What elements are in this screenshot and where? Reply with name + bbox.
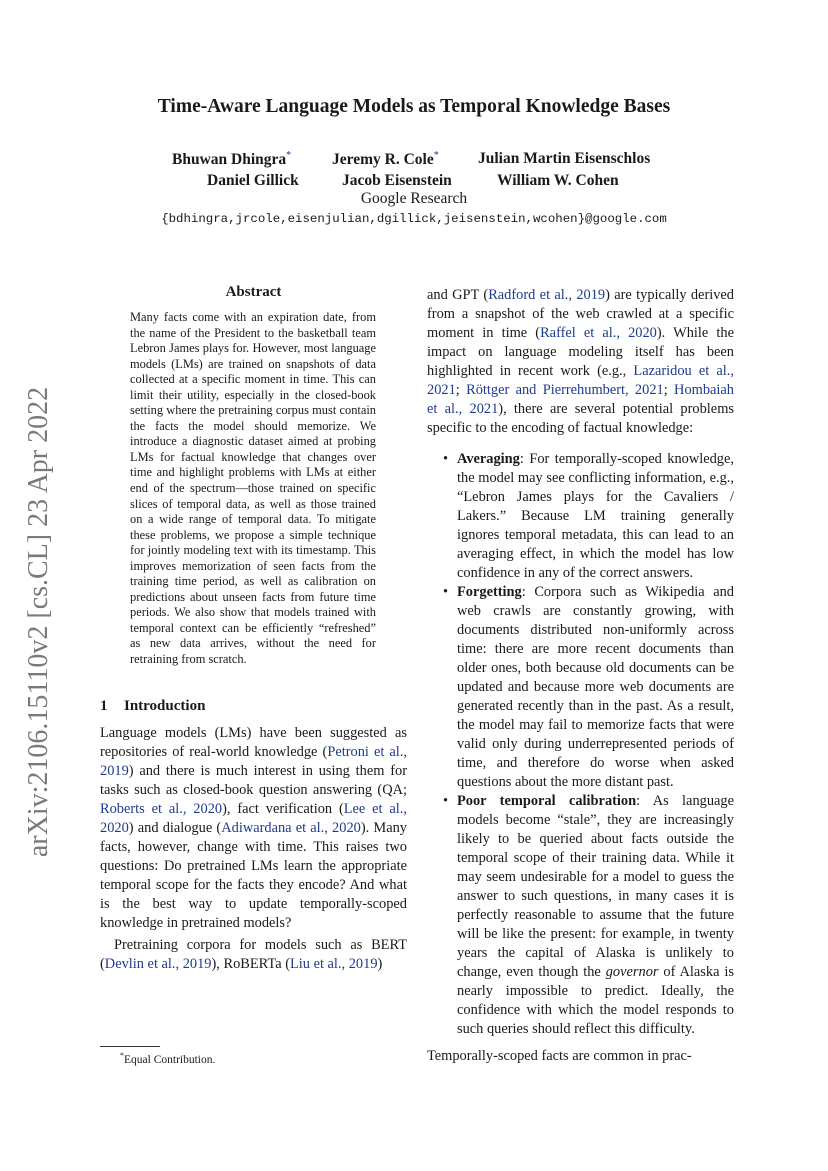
text-run: )	[377, 955, 383, 972]
list-item-forgetting	[427, 583, 734, 792]
citation-link[interactable]: Devlin et al., 2019	[104, 955, 212, 972]
left-column	[100, 284, 407, 974]
section-number: 1	[100, 697, 108, 714]
equal-contribution-mark[interactable]: *	[433, 150, 439, 161]
emphasis: governor	[605, 964, 659, 980]
arxiv-stamp-text: arXiv:2106.15110v2 [cs.CL] 23 Apr 2022	[23, 386, 54, 858]
text-run: ), there are several potential problems specific to the encoding of factual knowledge:	[427, 401, 734, 436]
text-run: ), RoBERTa (	[211, 955, 290, 972]
text-run: ). While the impact on language modeling itself has been highlighted in recent work (e.g.,	[427, 325, 734, 379]
citation-link[interactable]: Hombaiah et al., 2021	[427, 382, 734, 417]
list-item-text: : As language models become “stale”, they are increasingly likely to be queried about facts outside the temporal scope of their training data. While it may seem undesirable for a model to guess the answer to such questions, in many cases it is perfectly reasonable to assume that the future will be like the present: for example, in twenty years the capital of Alaska is unlikely to change, even though the	[457, 793, 734, 980]
footnote-text	[100, 1051, 407, 1066]
list-item-label: Averaging	[457, 451, 520, 467]
problem-list	[427, 450, 734, 1039]
author-4: Daniel Gillick	[207, 172, 299, 189]
citation-link[interactable]: Lee et al., 2020	[100, 800, 407, 836]
arxiv-margin-stamp	[24, 352, 54, 892]
author-2	[332, 150, 439, 169]
citation-link[interactable]: Petroni et al., 2019	[100, 743, 408, 779]
list-item-text: : Corpora such as Wikipedia and web crawls are constantly growing, with documents distributed non-uniformly across time: there are more recent documents than older ones, both because old documents can be updated and because more web documents are generated recently than in the past. As a result, the model may fail to memorize facts that were valid only during underrepresented periods of time, and therefore do worse when asked questions about the more distant past.	[457, 584, 734, 790]
list-item-label: Poor temporal calibration	[457, 793, 637, 809]
author-row-1	[0, 150, 828, 172]
citation-link[interactable]: Liu et al., 2019	[289, 955, 378, 972]
list-item-averaging	[427, 450, 734, 583]
text-run: ) and dialogue (	[128, 819, 222, 836]
list-item-label: Forgetting	[457, 584, 522, 600]
text-run: ) are typically derived from a snapshot of the web crawled at a specific moment in time (	[427, 287, 735, 341]
text-run: ) and there is much interest in using them for tasks such as closed-book question answering (QA;	[100, 762, 407, 798]
author-5: Jacob Eisenstein	[342, 172, 452, 189]
text-run: ;	[455, 382, 467, 398]
text-run: Language models (LMs) have been suggested as repositories of real-world knowledge (	[100, 724, 407, 760]
text-run: ;	[663, 382, 675, 398]
author-1	[172, 150, 291, 169]
footnote-mark: *	[120, 1051, 124, 1060]
section-heading-introduction	[100, 698, 407, 724]
right-column	[427, 286, 734, 1066]
citation-link[interactable]: Adiwardana et al., 2020	[221, 819, 361, 836]
paper-title: Time-Aware Language Models as Temporal Knowledge Bases	[157, 96, 671, 117]
citation-link[interactable]: Roberts et al., 2020	[100, 800, 223, 817]
text-run: Pretraining corpora for models such as BERT (	[100, 936, 407, 972]
intro-paragraph-1	[100, 724, 407, 933]
continuing-paragraph: Temporally-scoped facts are common in prac-	[427, 1048, 692, 1064]
author-2-name: Jeremy R. Cole	[332, 151, 434, 169]
intro-paragraph-2	[100, 936, 407, 974]
author-1-name: Bhuwan Dhingra	[172, 151, 287, 169]
citation-link[interactable]: Radford et al., 2019	[488, 287, 606, 303]
right-paragraph-1	[427, 286, 734, 438]
section-title: Introduction	[124, 697, 206, 714]
bullet-icon: •	[443, 451, 449, 467]
author-6: William W. Cohen	[497, 172, 619, 189]
bullet-icon: •	[443, 584, 449, 600]
text-run: ). Many facts, however, change with time. This raises two questions: Do pretrained LMs learn the appropriate temporal scope for the facts they encode? And what is the best way to update temporally-scoped knowledge in pretrained models?	[100, 819, 407, 931]
list-item-text: : For temporally-scoped knowledge, the model may see conflicting information, e.g., “Lebron James plays for the Cavaliers / Lakers.” Because LM training generally ignores temporal metadata, this can lead to an averaging effect, in which the model has low confidence in any of the correct answers.	[457, 451, 734, 581]
author-3: Julian Martin Eisenschlos	[478, 150, 651, 167]
list-item-calibration	[427, 792, 734, 1039]
bullet-icon: •	[443, 793, 449, 809]
citation-link[interactable]: Raffel et al., 2020	[540, 325, 657, 341]
affiliation: Google Research	[360, 190, 468, 207]
text-run: and GPT (	[427, 287, 489, 303]
citation-link[interactable]: Lazaridou et al., 2021	[427, 363, 735, 398]
abstract-heading: Abstract	[225, 284, 282, 300]
footnote-body: Equal Contribution.	[124, 1053, 216, 1066]
author-list	[0, 150, 828, 194]
abstract-body: Many facts come with an expiration date, from the name of the President to the basketball team Lebron James plays for. However, most language models (LMs) are trained on snapshots of data collected at a specific moment in time. This can limit their utility, especially in the closed-book setting where the pretraining corpus must contain the facts the model should memorize. We introduce a diagnostic dataset aimed at probing LMs for factual knowledge that changes over time and highlight problems with LMs at either end of the spectrum—those trained on specific slices of temporal data, as well as those trained on a wide range of temporal data. To mitigate these problems, we propose a simple technique for jointly modeling text with its timestamp. This improves memorization of seen facts from the training time period, as well as calibration on predictions about unseen facts from future time periods. We also show that models trained with temporal context can be efficiently “refreshed” as new data arrives, without the need for retraining from scratch.	[130, 310, 376, 667]
citation-link[interactable]: Röttger and Pierrehumbert, 2021	[466, 382, 664, 398]
equal-contribution-mark[interactable]: *	[286, 150, 292, 161]
footnote	[100, 1046, 407, 1066]
footnote-rule	[100, 1046, 160, 1047]
text-run: ), fact verification (	[222, 800, 344, 817]
list-item-text: of Alaska is nearly impossible to predict. Ideally, the confidence with which the model responds to such queries should reflect this difficulty.	[457, 964, 734, 1037]
author-emails[interactable]: {bdhingra,jrcole,eisenjulian,dgillick,jeisenstein,wcohen}@google.com	[161, 212, 667, 226]
